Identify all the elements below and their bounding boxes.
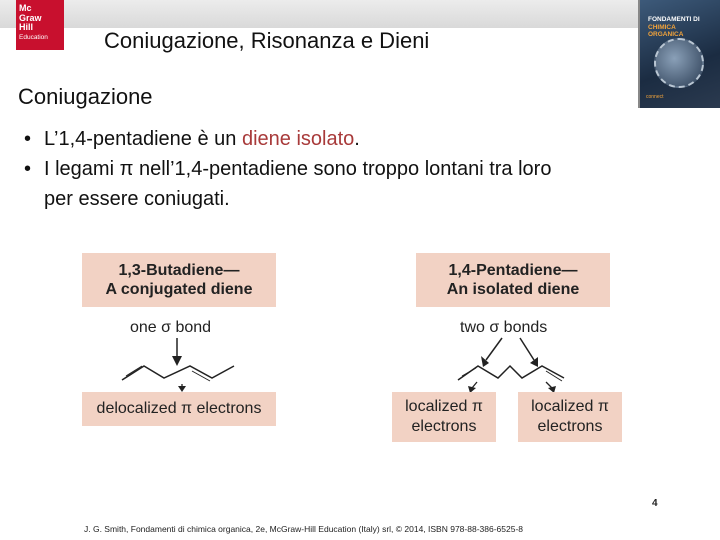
pentadiene-bond-label: two σ bonds: [460, 319, 548, 336]
slide-title: Coniugazione, Risonanza e Dieni: [104, 28, 430, 53]
localized-electrons-box-left: localized π electrons: [392, 392, 496, 442]
page-number: 4: [652, 498, 658, 509]
bullet-item: • L’1,4-pentadiene è un diene isolato.: [24, 124, 704, 154]
citation-footer: J. G. Smith, Fondamenti di chimica organica, 2e, McGraw-Hill Education (Italy) srl, © 2014, ISBN 978-88-386-6525-8: [84, 524, 524, 534]
fullerene-image: [654, 38, 704, 88]
book-cover-publisher: connect: [646, 94, 664, 100]
header-bar: [0, 0, 720, 28]
bullet-item: • I legami π nell’1,4-pentadiene sono troppo lontani tra loro per essere coniugati.: [24, 154, 704, 214]
diene-comparison-figure: [72, 250, 630, 450]
logo-text-line2: Graw: [19, 12, 42, 23]
localized-electrons-box-right: localized π electrons: [518, 392, 622, 442]
logo-text-line1: Mc: [19, 3, 32, 13]
pentadiene-structure: [458, 338, 564, 381]
book-cover-image: [638, 0, 720, 108]
pentadiene-header-box: 1,4-Pentadiene— An isolated diene: [416, 253, 610, 307]
bullet-dot: •: [24, 128, 32, 150]
publisher-logo: [16, 0, 64, 50]
logo-text-line4: Education: [19, 33, 48, 41]
bullet-dot: •: [24, 158, 32, 180]
butadiene-header-box: 1,3-Butadiene— A conjugated diene: [82, 253, 276, 307]
logo-text-line3: Hill: [19, 22, 34, 32]
book-cover-title: FONDAMENTI DI CHIMICA ORGANICA: [648, 16, 700, 38]
butadiene-bond-label: one σ bond: [130, 319, 212, 336]
butadiene-structure: [122, 338, 234, 381]
highlight-text: diene isolato: [241, 128, 355, 150]
section-heading: Coniugazione: [18, 84, 153, 109]
bullet-list: [24, 124, 704, 214]
delocalized-electrons-box: delocalized π electrons: [82, 392, 276, 426]
